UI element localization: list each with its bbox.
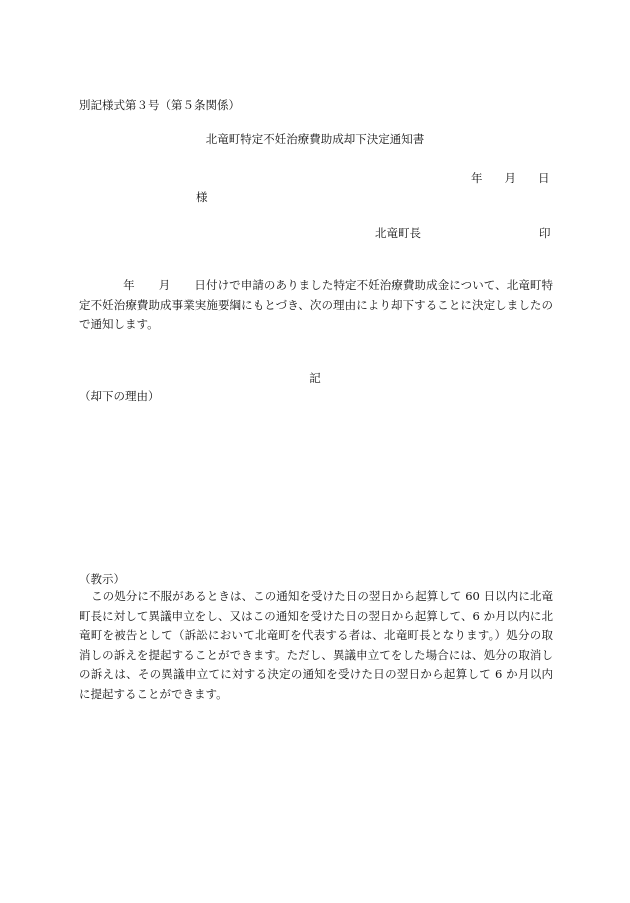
date-year-label: 年 xyxy=(471,171,483,185)
sender-name: 北竜町長 xyxy=(375,226,421,240)
ki-heading: 記 xyxy=(309,371,321,385)
notice-body xyxy=(79,276,553,335)
document-title: 北竜町特定不妊治療費助成却下決定通知書 xyxy=(205,132,425,146)
seal-mark: 印 xyxy=(539,226,551,240)
form-number: 別記様式第３号（第５条関係） xyxy=(79,98,240,112)
addressee-suffix: 様 xyxy=(196,190,208,204)
instruction-body xyxy=(79,587,553,704)
notice-year-label: 年 xyxy=(123,278,135,292)
date-line xyxy=(471,170,550,186)
notice-month-label: 月 xyxy=(158,278,171,292)
reason-heading: （却下の理由） xyxy=(79,389,160,403)
notice-text: 日付けで申請のありました特定不妊治療費助成金について、北竜町特定不妊治療費助成事業実施要綱にもとづき、次の理由により却下することに決定しましたので通知します。 xyxy=(79,278,553,331)
date-month-label: 月 xyxy=(504,171,516,185)
instruction-text: この処分に不服があるときは、この通知を受けた日の翌日から起算して 60 日以内に北竜町長に対して異議申立をし、又はこの通知を受けた日の翌日から起算して、6 か月以内に北竜町を被告として（訴訟において北竜町を代表する者は、北竜町長となります。）処分の取消しの訴えを提起することができます。ただし、異議申立てをした場合には、処分の取消しの訴えは、その異議申立てに対する決定の通知を受けた日の翌日から起算して 6 か月以内に提起することができます。 xyxy=(79,589,553,701)
date-day-label: 日 xyxy=(538,171,550,185)
instruction-heading: （教示） xyxy=(79,572,125,586)
